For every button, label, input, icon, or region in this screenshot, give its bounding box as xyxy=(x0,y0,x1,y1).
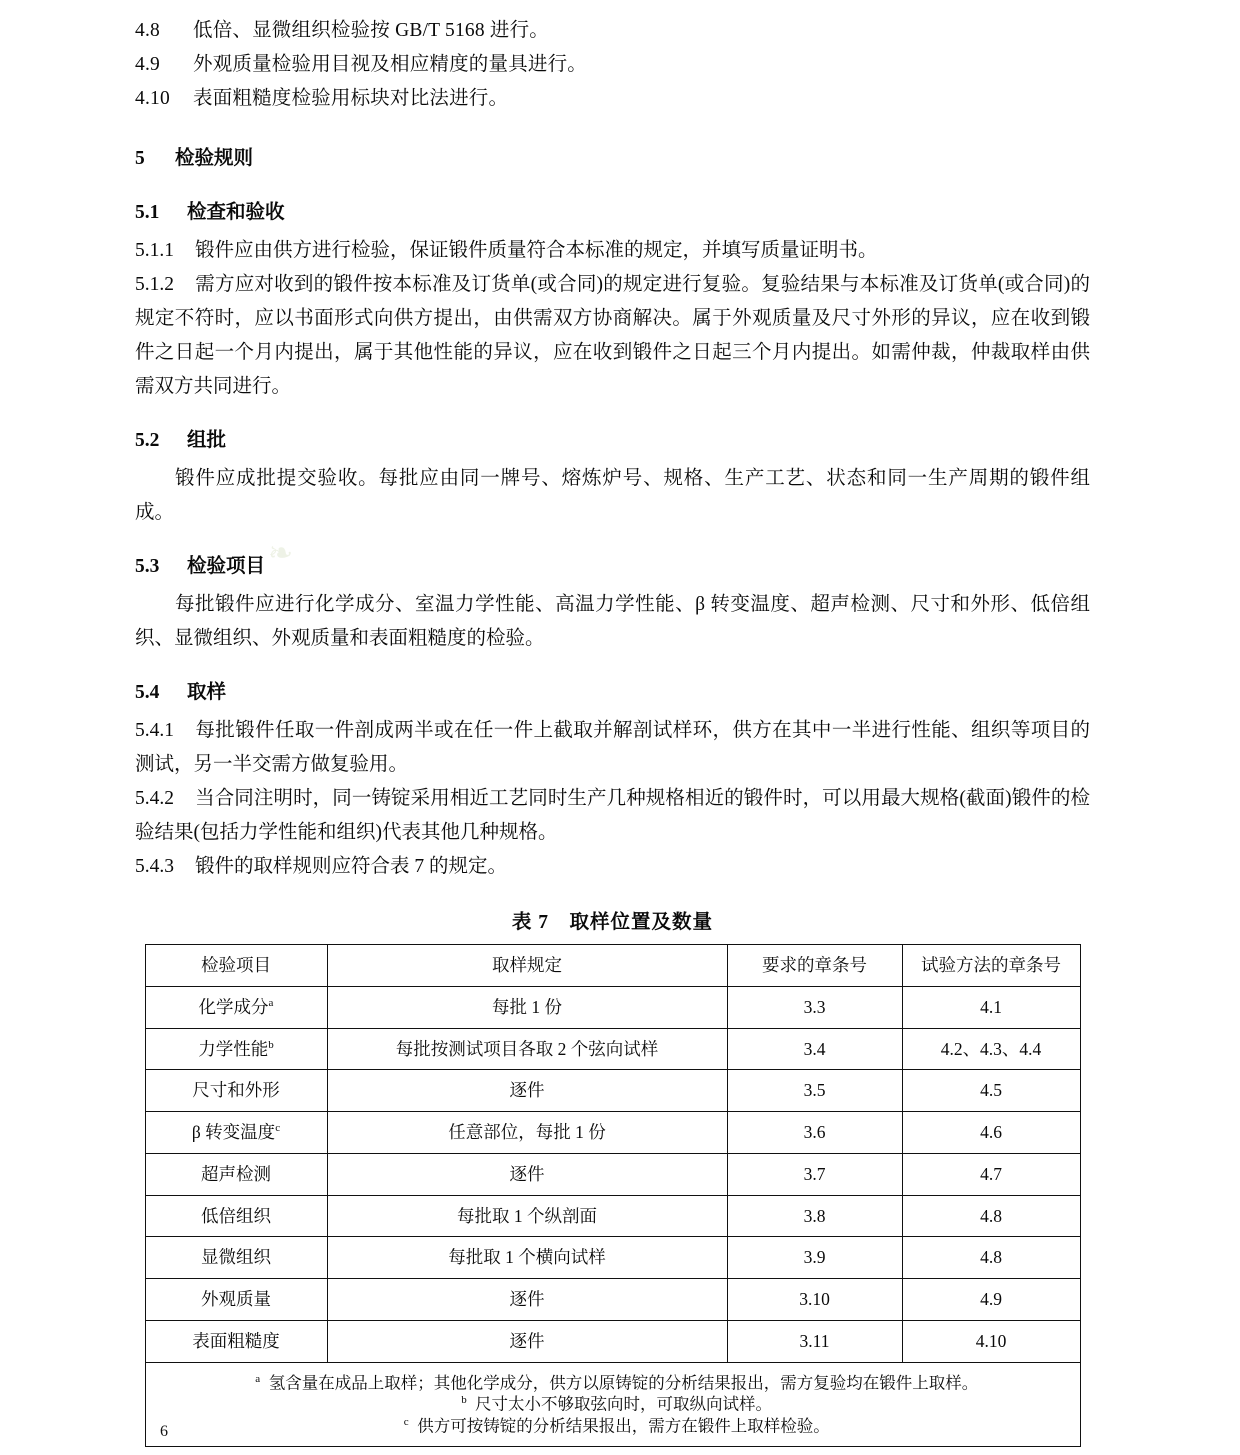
table-note-text: 尺寸太小不够取弦向时，可取纵向试样。 xyxy=(475,1394,772,1414)
cell-item-text: 显微组织 xyxy=(201,1247,271,1268)
cell-item-text: 外观质量 xyxy=(201,1289,271,1309)
cell-requirement: 3.7 xyxy=(727,1153,902,1195)
cell-rule: 逐件 xyxy=(327,1279,727,1321)
cell-requirement: 3.9 xyxy=(727,1237,902,1279)
section-5-4-heading xyxy=(135,676,1090,710)
cell-method: 4.6 xyxy=(902,1112,1080,1154)
section-5-2-heading xyxy=(135,424,1090,458)
clause-4-10-text: 表面粗糙度检验用标块对比法进行。 xyxy=(193,88,509,109)
table-row xyxy=(145,1028,1080,1070)
cell-item xyxy=(145,1279,327,1321)
section-5-3-number: 5.3 xyxy=(135,556,160,577)
cell-item xyxy=(145,1028,327,1070)
clause-5-4-2-number: 5.4.2 xyxy=(135,788,174,809)
cell-item xyxy=(145,1153,327,1195)
clause-5-1-1-number: 5.1.1 xyxy=(135,240,174,261)
cell-method: 4.7 xyxy=(902,1153,1080,1195)
cell-item-text: 尺寸和外形 xyxy=(192,1080,280,1101)
cell-rule: 逐件 xyxy=(327,1153,727,1195)
cell-requirement: 3.4 xyxy=(727,1028,902,1070)
cell-requirement: 3.6 xyxy=(727,1112,902,1154)
cell-rule: 每批取 1 个纵剖面 xyxy=(327,1195,727,1237)
cell-requirement: 3.3 xyxy=(727,986,902,1028)
header-cell-item: 检验项目 xyxy=(145,945,327,987)
table-7-caption: 表 7 取样位置及数量 xyxy=(511,912,714,933)
clause-5-4-3-number: 5.4.3 xyxy=(135,856,174,877)
table-note-mark: c xyxy=(403,1416,409,1429)
table-note xyxy=(150,1393,1076,1415)
table-note-text: 供方可按铸锭的分析结果报出，需方在锻件上取样检验。 xyxy=(417,1416,830,1436)
section-5-1-title: 检查和验收 xyxy=(187,202,285,223)
page-number: 6 xyxy=(160,1423,168,1440)
clause-4-9 xyxy=(135,48,1090,82)
header-cell-method: 试验方法的章条号 xyxy=(902,945,1080,987)
section-5-2-text: 锻件应成批提交验收。每批应由同一牌号、熔炼炉号、规格、生产工艺、状态和同一生产周期的锻件组成。 xyxy=(135,468,1090,523)
cell-rule: 任意部位，每批 1 份 xyxy=(327,1112,727,1154)
section-5-4-number: 5.4 xyxy=(135,682,160,703)
section-5-heading xyxy=(135,142,1090,176)
clause-5-4-3-text: 锻件的取样规则应符合表 7 的规定。 xyxy=(195,856,508,877)
clause-5-4-1-text: 每批锻件任取一件剖成两半或在任一件上截取并解剖试样环，供方在其中一半进行性能、组织等项目的测试，另一半交需方做复验用。 xyxy=(135,720,1090,775)
cell-item xyxy=(145,1237,327,1279)
clause-5-1-1-text: 锻件应由供方进行检验，保证锻件质量符合本标准的规定，并填写质量证明书。 xyxy=(195,240,878,261)
clause-5-4-1 xyxy=(135,714,1090,782)
header-cell-requirement: 要求的章条号 xyxy=(727,945,902,987)
section-5-1-number: 5.1 xyxy=(135,202,160,223)
table-note-text: 氢含量在成品上取样；其他化学成分，供方以原铸锭的分析结果报出，需方复验均在锻件上取样。 xyxy=(268,1373,979,1392)
table-row xyxy=(145,1070,1080,1112)
clause-4-10 xyxy=(135,82,1090,116)
header-cell-rule: 取样规定 xyxy=(327,945,727,987)
table-note-mark: b xyxy=(461,1394,467,1407)
table-row xyxy=(145,1195,1080,1237)
cell-rule: 每批按测试项目各取 2 个弦向试样 xyxy=(327,1028,727,1070)
cell-rule: 逐件 xyxy=(327,1070,727,1112)
table-row xyxy=(145,1237,1080,1279)
clause-5-4-3 xyxy=(135,850,1090,884)
watermark: ❧ xyxy=(268,537,294,570)
cell-item xyxy=(145,1195,327,1237)
section-5-2-number: 5.2 xyxy=(135,430,160,451)
cell-item xyxy=(145,1320,327,1362)
section-5-3-heading xyxy=(135,550,1090,584)
table-note-mark: a xyxy=(255,1372,261,1385)
cell-requirement: 3.11 xyxy=(727,1320,902,1362)
cell-item-note-mark: b xyxy=(268,1038,274,1051)
cell-method: 4.1 xyxy=(902,986,1080,1028)
cell-method: 4.8 xyxy=(902,1237,1080,1279)
clause-5-4-2-text: 当合同注明时，同一铸锭采用相近工艺同时生产几种规格相近的锻件时，可以用最大规格(截面)锻件的检验结果(包括力学性能和组织)代表其他几种规格。 xyxy=(135,788,1090,843)
section-5-3-title: 检验项目 xyxy=(187,556,266,577)
table-note xyxy=(150,1415,1076,1437)
clause-4-9-text: 外观质量检验用目视及相应精度的量具进行。 xyxy=(193,54,588,75)
cell-item xyxy=(145,986,327,1028)
cell-requirement: 3.8 xyxy=(727,1195,902,1237)
cell-item-text: β 转变温度 xyxy=(191,1122,276,1142)
cell-item-text: 超声检测 xyxy=(201,1163,271,1184)
section-5-1-heading xyxy=(135,196,1090,230)
table-row xyxy=(145,1153,1080,1195)
cell-method: 4.2、4.3、4.4 xyxy=(902,1028,1080,1070)
cell-item-text: 化学成分 xyxy=(198,996,269,1017)
table-row xyxy=(145,1279,1080,1321)
table-notes-row xyxy=(145,1362,1080,1447)
cell-item xyxy=(145,1112,327,1154)
section-5-2-title: 组批 xyxy=(187,430,227,451)
section-5-3-text: 每批锻件应进行化学成分、室温力学性能、高温力学性能、β 转变温度、超声检测、尺寸和外形、低倍组织、显微组织、外观质量和表面粗糙度的检验。 xyxy=(135,594,1090,649)
clause-4-8-number: 4.8 xyxy=(135,20,160,41)
clause-5-1-1 xyxy=(135,234,1090,268)
cell-item xyxy=(145,1070,327,1112)
cell-rule: 每批取 1 个横向试样 xyxy=(327,1237,727,1279)
cell-method: 4.10 xyxy=(902,1320,1080,1362)
clause-5-4-2 xyxy=(135,782,1090,850)
table-notes xyxy=(145,1362,1080,1447)
cell-method: 4.9 xyxy=(902,1279,1080,1321)
cell-method: 4.5 xyxy=(902,1070,1080,1112)
table-row xyxy=(145,1112,1080,1154)
clause-5-1-2-number: 5.1.2 xyxy=(135,274,174,295)
clause-4-8-text: 低倍、显微组织检验按 GB/T 5168 进行。 xyxy=(193,20,549,41)
clause-5-1-2-text: 需方应对收到的锻件按本标准及订货单(或合同)的规定进行复验。复验结果与本标准及订货单(或合同)的规定不符时，应以书面形式向供方提出，由供需双方协商解决。属于外观质量及尺寸外形的异议，应在收到锻件之日起一个月内提出，属于其他性能的异议，应在收到锻件之日起三个月内提出。如需仲裁，仲裁取样由供需双方共同进行。 xyxy=(135,274,1090,397)
section-5-4-title: 取样 xyxy=(187,682,227,703)
table-row xyxy=(145,986,1080,1028)
clause-4-9-number: 4.9 xyxy=(135,54,160,75)
cell-requirement: 3.10 xyxy=(727,1279,902,1321)
cell-rule: 逐件 xyxy=(327,1320,727,1362)
cell-item-text: 低倍组织 xyxy=(201,1205,271,1226)
cell-rule: 每批 1 份 xyxy=(327,986,727,1028)
cell-item-text: 力学性能 xyxy=(198,1038,269,1059)
clause-4-10-number: 4.10 xyxy=(135,88,170,109)
table-header-row xyxy=(145,945,1080,987)
section-5-title: 检验规则 xyxy=(175,148,254,169)
table-7 xyxy=(145,944,1081,1447)
table-row xyxy=(145,1320,1080,1362)
clause-5-1-2 xyxy=(135,268,1090,404)
cell-item-note-mark: a xyxy=(268,996,274,1009)
cell-item-note-mark: c xyxy=(275,1122,281,1135)
clause-4-8 xyxy=(135,14,1090,48)
clause-5-4-1-number: 5.4.1 xyxy=(135,720,174,741)
cell-item-text: 表面粗糙度 xyxy=(192,1330,280,1351)
cell-method: 4.8 xyxy=(902,1195,1080,1237)
cell-requirement: 3.5 xyxy=(727,1070,902,1112)
table-note xyxy=(150,1372,1076,1394)
section-5-number: 5 xyxy=(135,148,145,169)
